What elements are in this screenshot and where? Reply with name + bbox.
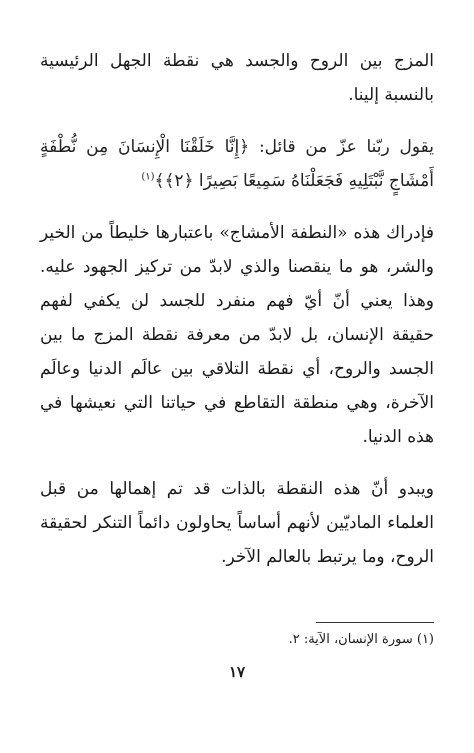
paragraph-1: المزج بين الروح والجسد هي نقطة الجهل الرئيسية بالنسبة إلينا.: [40, 51, 434, 105]
quran-verse-text: يقول ربّنا عزّ من قائل: ﴿إِنَّا خَلَقْنَا الْإِنسَانَ مِن نُّطْفَةٍ أَمْشَاجٍ نَّبْتَلِيهِ فَجَعَلْنَاهُ سَمِيعًا بَصِيرًا ﴿٢﴾﴾: [40, 137, 434, 191]
page-number: ١٧: [228, 663, 246, 681]
paragraph-2-quran-verse: [40, 130, 434, 198]
footnote: (١) سورة الإنسان، الآية: ٢.: [288, 632, 434, 647]
paragraph-3: فإدراك هذه «النطفة الأمشاج» باعتبارها خليطاً من الخير والشر، هو ما ينقصنا والذي لابدّ من تركيز الجهود عليه. وهذا يعني أنّ أيّ فهم منفرد للجسد لن يكفي لفهم حقيقة الإنسان، بل لابدّ من معرفة نقطة المزج ما بين الجسد والروح، أي نقطة التلاقي بين عالَم الدنيا وعالَم الآخرة، وهي منطقة التقاطع في حياتنا التي نعيشها في هذه الدنيا.: [40, 223, 434, 447]
footnote-marker: (١): [141, 171, 155, 183]
paragraph-4: ويبدو أنّ هذه النقطة بالذات قد تم إهمالها من قبل العلماء الماديّين لأنهم أساساً يحاولون دائماً التنكر لحقيقة الروح، وما يرتبط بالعالم الآخر.: [40, 479, 434, 567]
footnote-divider: [316, 622, 434, 623]
